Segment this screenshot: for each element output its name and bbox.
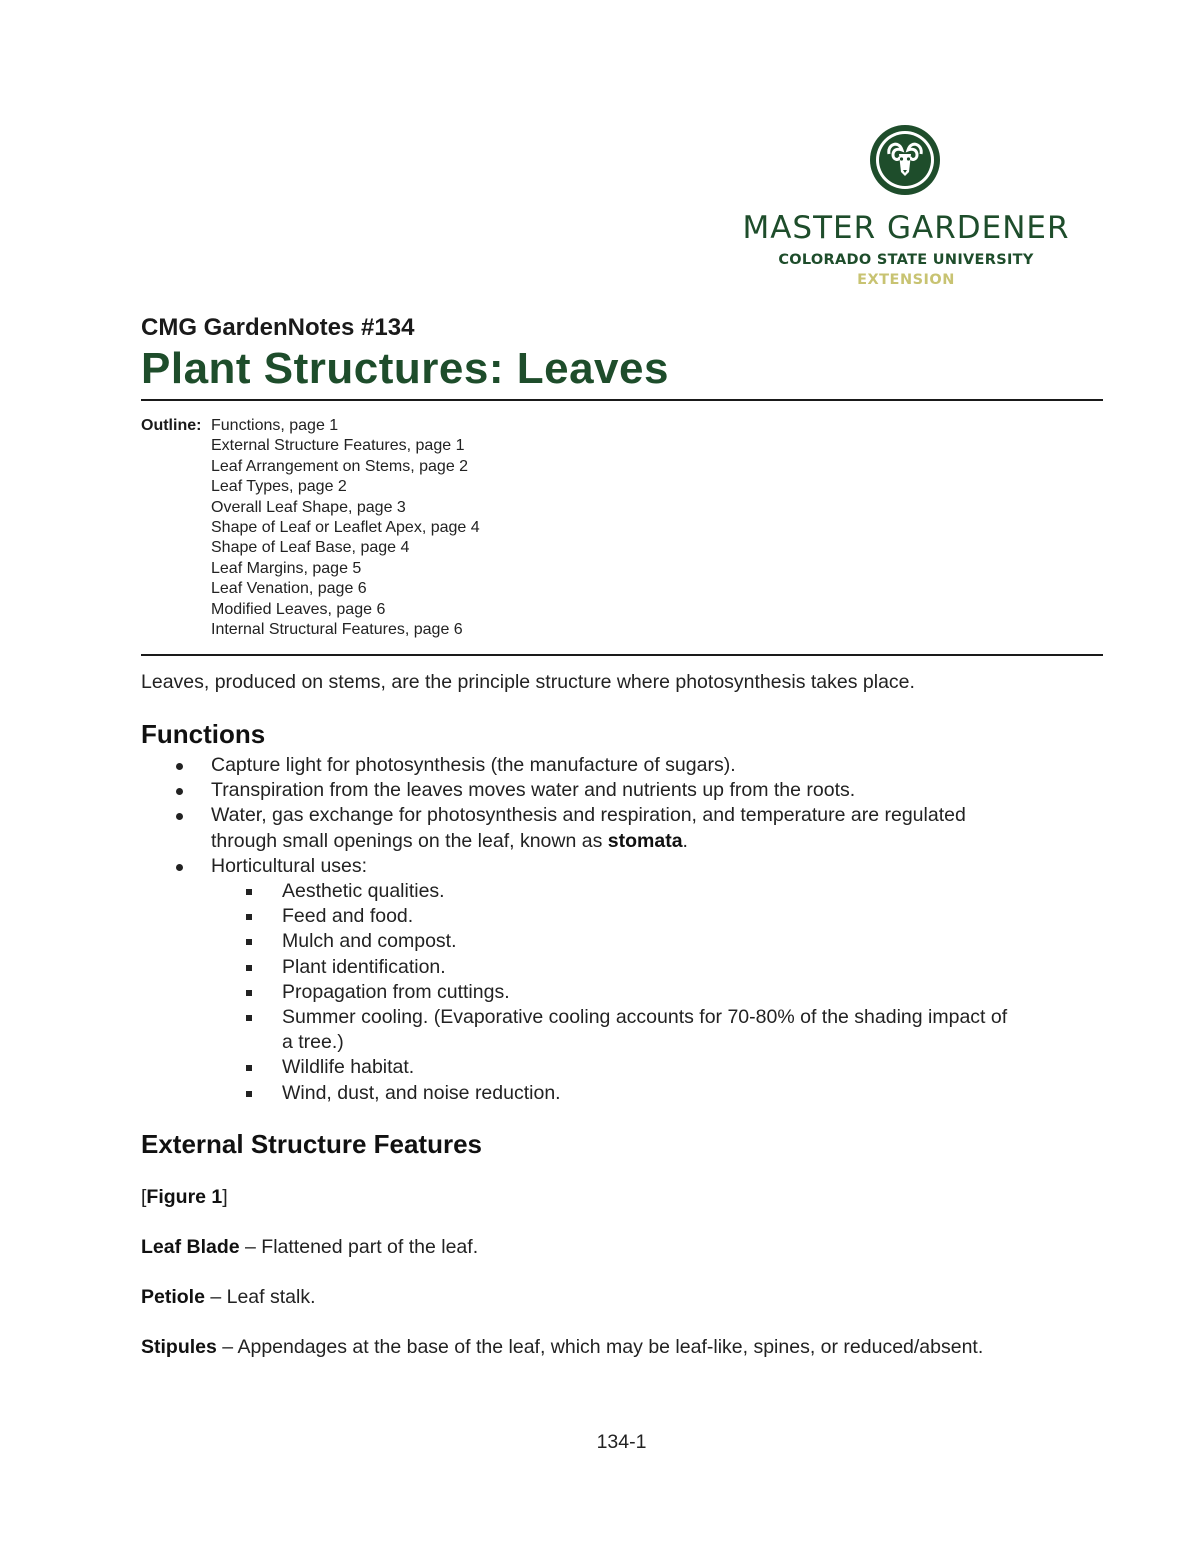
list-item xyxy=(141,854,1101,879)
square-bullet xyxy=(246,1065,252,1071)
outline-divider xyxy=(141,654,1103,656)
term-definition xyxy=(141,1236,478,1259)
sub-list-item xyxy=(141,955,1101,980)
page-number: 134-1 xyxy=(596,1431,647,1453)
list-item xyxy=(141,803,1101,853)
master-gardener-logo xyxy=(736,124,1076,294)
square-bullet xyxy=(246,1091,252,1097)
outline-item: Leaf Arrangement on Stems, page 2 xyxy=(211,457,469,475)
list-item-text: Capture light for photosynthesis (the manufacture of sugars). xyxy=(211,754,736,776)
logo-university-name: COLORADO STATE UNIVERSITY xyxy=(778,252,1034,268)
term-name: Leaf Blade xyxy=(141,1236,240,1258)
sub-list-item-text: Wildlife habitat. xyxy=(282,1056,415,1079)
square-bullet xyxy=(246,914,252,920)
term-text: – Leaf stalk. xyxy=(204,1286,316,1308)
functions-list xyxy=(141,753,1101,1106)
figure-reference xyxy=(141,1186,228,1209)
sub-list-item-text: a tree.) xyxy=(282,1031,344,1054)
sub-list-item-text: Wind, dust, and noise reduction. xyxy=(282,1081,561,1104)
term-name: Stipules xyxy=(141,1336,217,1358)
figure-label: Figure 1 xyxy=(146,1186,223,1208)
outline-item: External Structure Features, page 1 xyxy=(211,437,465,455)
sub-list-item xyxy=(141,1055,1101,1080)
list-item xyxy=(141,778,1101,803)
external-structure-heading: External Structure Features xyxy=(141,1129,483,1159)
term-definition xyxy=(141,1336,983,1359)
square-bullet xyxy=(246,1015,252,1021)
list-item xyxy=(141,753,1101,778)
functions-heading: Functions xyxy=(141,719,266,749)
page-title: Plant Structures: Leaves xyxy=(141,344,669,393)
series-number: CMG GardenNotes #134 xyxy=(141,314,415,341)
outline-item: Modified Leaves, page 6 xyxy=(211,600,386,618)
intro-paragraph: Leaves, produced on stems, are the principle structure where photosynthesis takes place. xyxy=(141,671,915,693)
sub-list-item-text: Mulch and compost. xyxy=(282,930,457,953)
sub-list-item xyxy=(141,929,1101,954)
outline-item: Overall Leaf Shape, page 3 xyxy=(211,498,406,516)
sub-list-item-text: Summer cooling. (Evaporative cooling accounts for 70-80% of the shading impact of xyxy=(282,1006,1008,1029)
term-text: – Appendages at the base of the leaf, which may be leaf-like, spines, or reduced/absent. xyxy=(216,1336,984,1358)
title-divider xyxy=(141,399,1103,401)
outline-item: Shape of Leaf or Leaflet Apex, page 4 xyxy=(211,519,480,537)
bullet-dot xyxy=(176,813,183,820)
outline-label: Outline: xyxy=(141,417,202,434)
square-bullet xyxy=(246,965,252,971)
outline-item: Leaf Types, page 2 xyxy=(211,478,347,496)
sub-list-item xyxy=(141,879,1101,904)
sub-list-item-text: Aesthetic qualities. xyxy=(282,880,445,903)
list-item-text: Horticultural uses: xyxy=(211,854,368,877)
outline-item: Shape of Leaf Base, page 4 xyxy=(211,539,410,557)
list-item-text: Water, gas exchange for photosynthesis and respiration, and temperature are regulated xyxy=(211,804,966,827)
logo-unit-name: EXTENSION xyxy=(857,272,955,288)
outline-item: Functions, page 1 xyxy=(211,417,339,434)
bullet-dot xyxy=(176,763,183,770)
outline-item: Internal Structural Features, page 6 xyxy=(211,621,463,639)
figure-bracket-open: [ xyxy=(141,1186,147,1208)
square-bullet xyxy=(246,939,252,945)
stomata-keyword: stomata xyxy=(607,829,683,852)
list-item-text: through small openings on the leaf, known as xyxy=(211,829,608,852)
sub-list-item-text: Feed and food. xyxy=(282,905,414,928)
square-bullet xyxy=(246,889,252,895)
sub-list-item xyxy=(141,904,1101,929)
bullet-dot xyxy=(176,864,183,871)
term-definition xyxy=(141,1286,316,1309)
sub-list-item xyxy=(141,980,1101,1005)
list-item-text: Transpiration from the leaves moves water and nutrients up from the roots. xyxy=(211,779,856,802)
term-name: Petiole xyxy=(141,1286,205,1308)
outline-list xyxy=(211,416,480,640)
outline-item: Leaf Venation, page 6 xyxy=(211,580,367,598)
sub-list-item xyxy=(141,1081,1101,1106)
bullet-dot xyxy=(176,788,183,795)
sub-list-item-text: Plant identification. xyxy=(282,955,446,978)
square-bullet xyxy=(246,990,252,996)
outline-item: Leaf Margins, page 5 xyxy=(211,559,362,577)
sub-list-item-text: Propagation from cuttings. xyxy=(282,980,510,1003)
logo-program-name: MASTER GARDENER xyxy=(742,210,1070,246)
ram-head-icon xyxy=(869,124,941,196)
figure-bracket-close: ] xyxy=(222,1186,228,1208)
sub-list-item xyxy=(141,1005,1101,1055)
term-text: – Flattened part of the leaf. xyxy=(239,1236,479,1258)
list-item-text: . xyxy=(682,829,688,852)
